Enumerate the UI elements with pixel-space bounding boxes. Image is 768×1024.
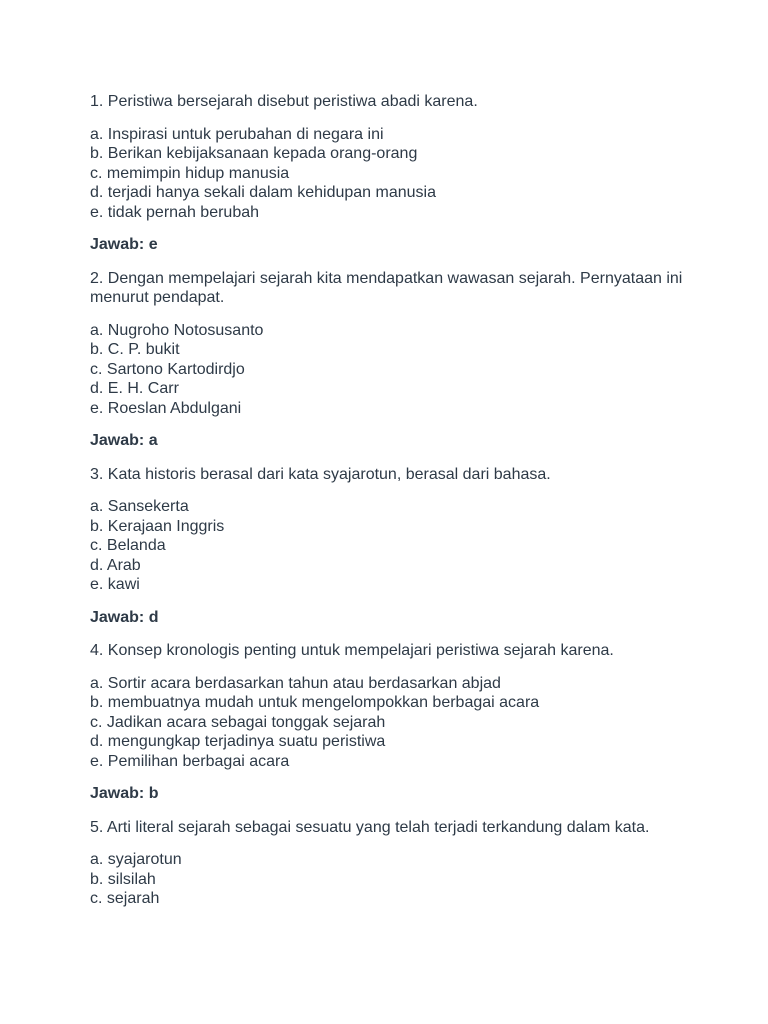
option-item: a. Sansekerta [90, 498, 189, 515]
question-block [90, 641, 690, 804]
question-block [90, 818, 690, 909]
question-text: 3. Kata historis berasal dari kata syajarotun, berasal dari bahasa. [90, 465, 551, 483]
option-item: a. syajarotun [90, 851, 182, 868]
option-item: e. tidak pernah berubah [90, 203, 260, 221]
answer-text: Jawab: e [90, 236, 158, 253]
option-item: c. sejarah [90, 890, 160, 907]
option-item: d. E. H. Carr [90, 380, 179, 397]
option-item: d. mengungkap terjadinya suatu peristiwa [90, 733, 386, 750]
option-item: b. membuatnya mudah untuk mengelompokkan berbagai acara [90, 694, 540, 711]
question-block [90, 92, 690, 255]
question-text: 5. Arti literal sejarah sebagai sesuatu yang telah terjadi terkandung dalam kata. [90, 818, 650, 836]
question-block [90, 269, 690, 451]
answer-text: Jawab: d [90, 608, 159, 626]
answer-text: Jawab: b [90, 785, 159, 802]
option-item: d. terjadi hanya sekali dalam kehidupan manusia [90, 184, 436, 201]
answer-text: Jawab: a [90, 432, 158, 449]
question-text: 1. Peristiwa bersejarah disebut peristiwa abadi karena. [90, 93, 478, 110]
option-item: e. kawi [90, 576, 140, 593]
option-item: e. Pemilihan berbagai acara [90, 752, 290, 770]
options-list [90, 497, 690, 595]
options-list [90, 850, 690, 909]
question-text: 4. Konsep kronologis penting untuk mempelajari peristiwa sejarah karena. [90, 642, 614, 659]
document-page [90, 92, 690, 922]
option-item: c. Jadikan acara sebagai tonggak sejarah [90, 713, 386, 731]
option-item: c. memimpin hidup manusia [90, 164, 290, 182]
question-text: 2. Dengan mempelajari sejarah kita mendapatkan wawasan sejarah. Pernyataan ini menurut pendapat. [90, 269, 683, 306]
option-item: b. C. P. bukit [90, 341, 180, 358]
option-item: a. Inspirasi untuk perubahan di negara ini [90, 125, 384, 143]
option-item: e. Roeslan Abdulgani [90, 399, 242, 417]
option-item: a. Sortir acara berdasarkan tahun atau berdasarkan abjad [90, 674, 501, 692]
option-item: b. Berikan kebijaksanaan kepada orang-orang [90, 145, 418, 162]
option-item: b. silsilah [90, 870, 156, 888]
option-item: b. Kerajaan Inggris [90, 517, 225, 535]
option-item: a. Nugroho Notosusanto [90, 321, 264, 339]
options-list [90, 125, 690, 223]
options-list [90, 674, 690, 772]
question-block [90, 465, 690, 628]
option-item: d. Arab [90, 556, 141, 574]
options-list [90, 321, 690, 419]
option-item: c. Sartono Kartodirdjo [90, 360, 245, 378]
option-item: c. Belanda [90, 537, 166, 554]
